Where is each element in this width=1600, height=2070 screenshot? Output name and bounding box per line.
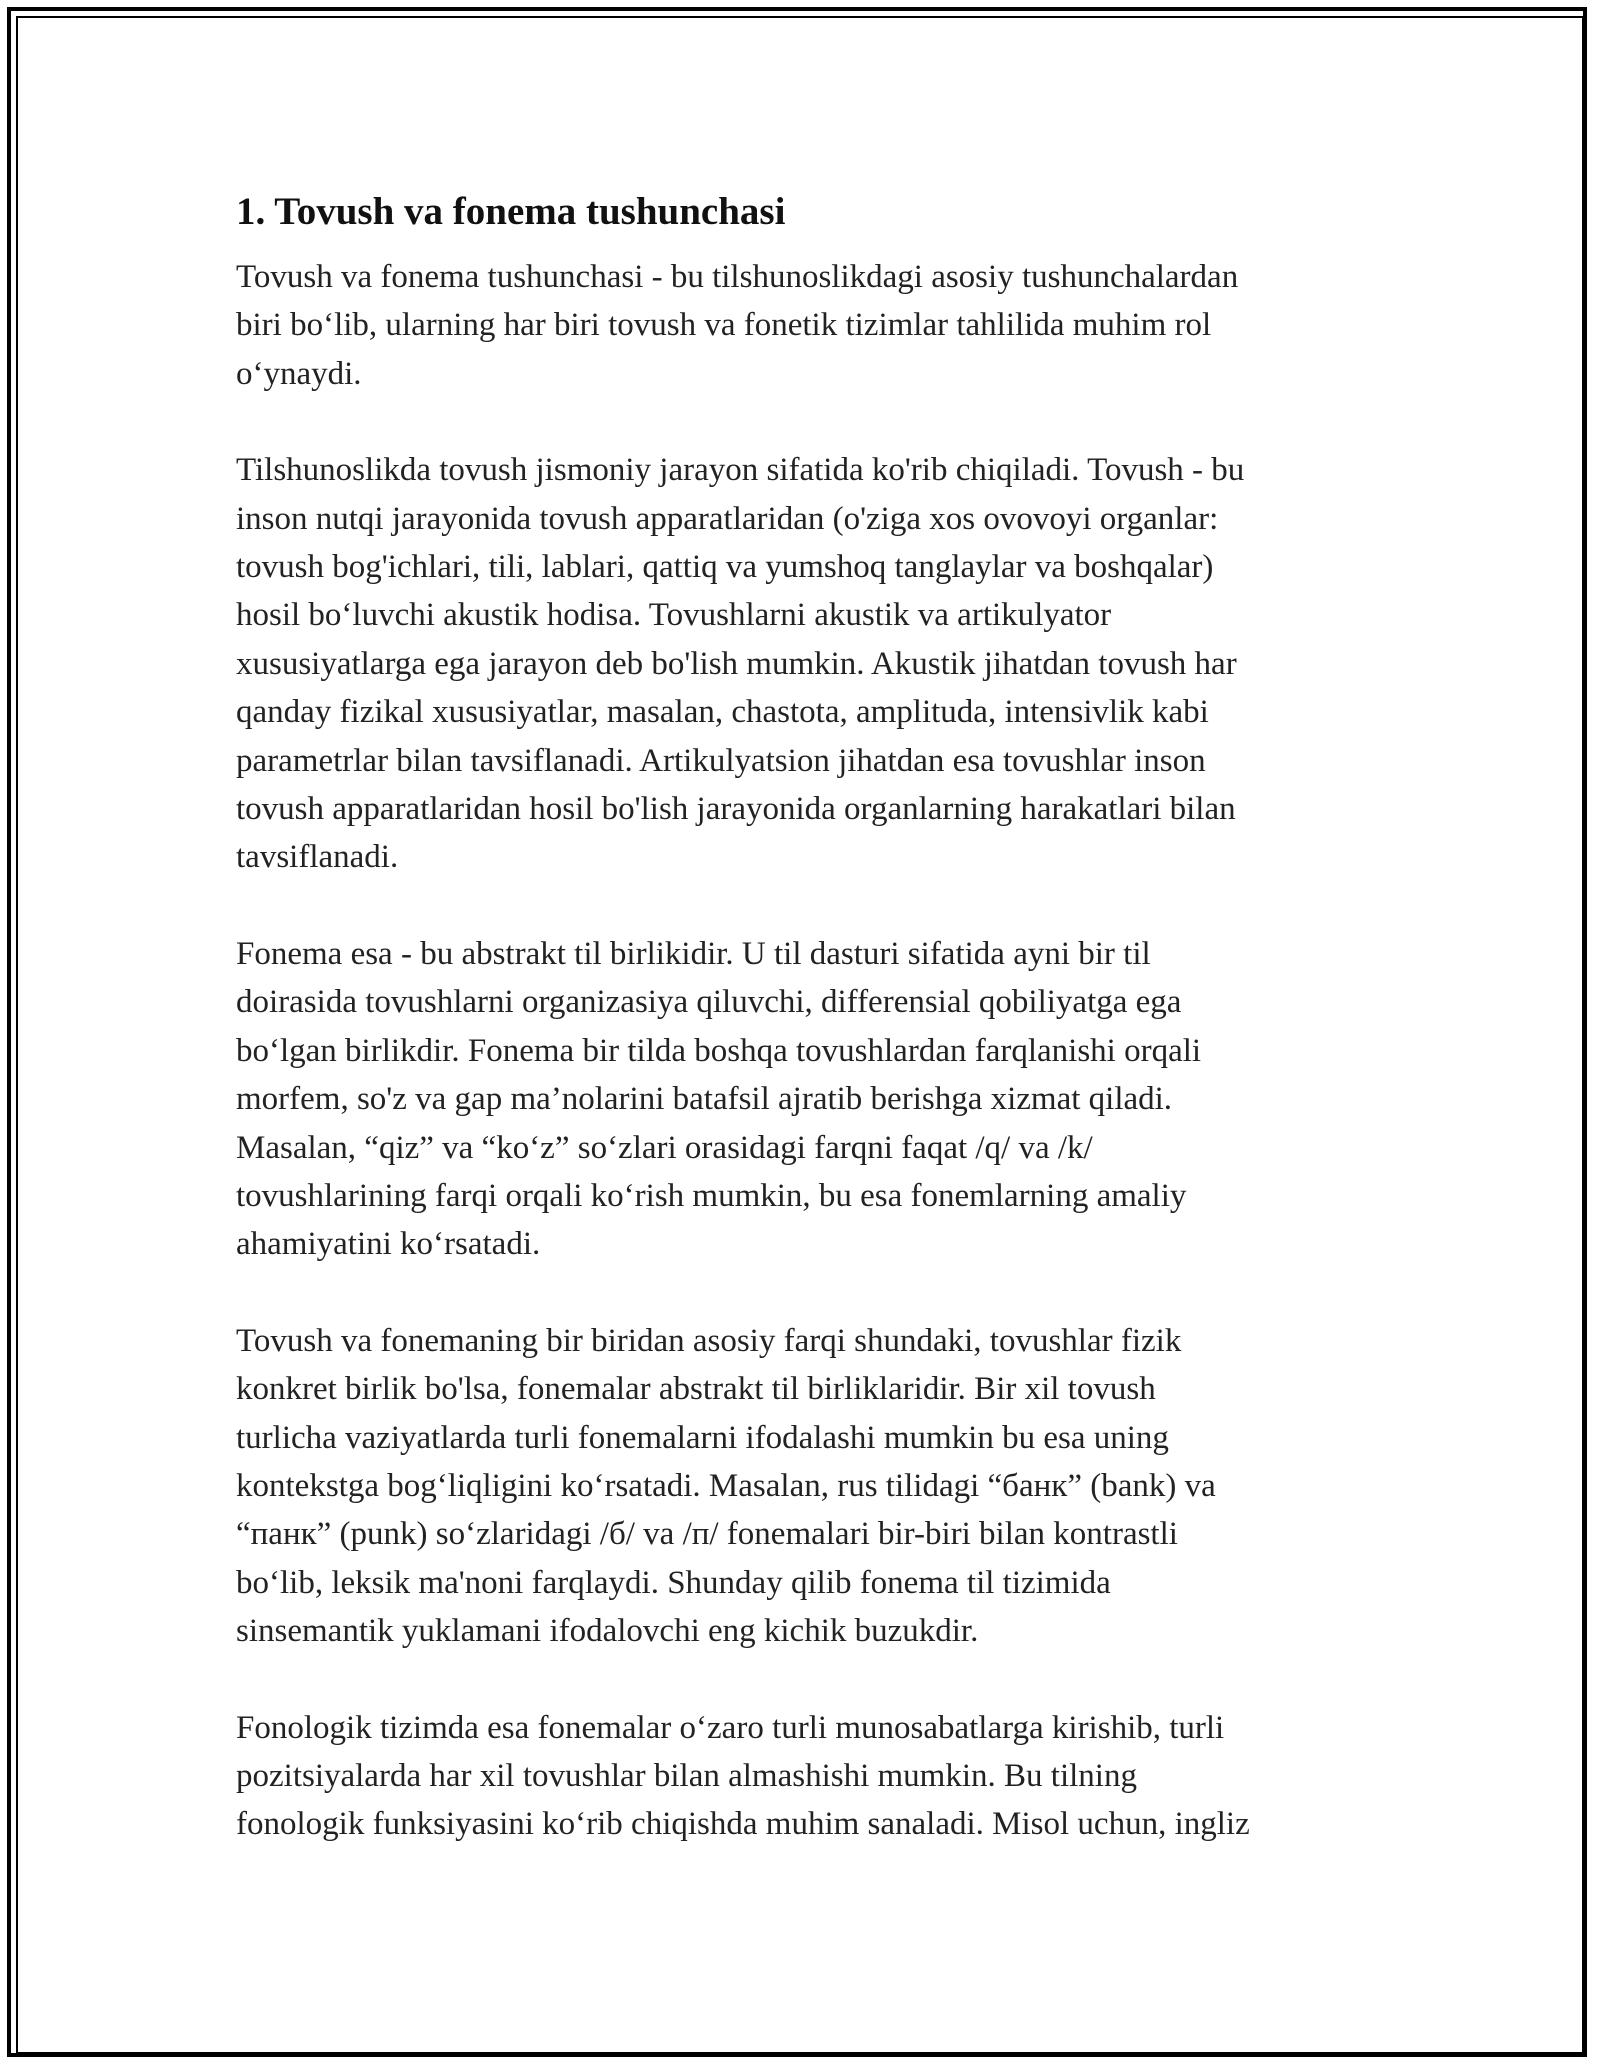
document-page xyxy=(236,186,1366,1897)
paragraph-line: turlicha vaziyatlarda turli fonemalarni ifodalashi mumkin bu esa uning xyxy=(236,1419,1169,1456)
paragraph-line: Tovush va fonemaning bir biridan asosiy farqi shundaki, tovushlar fizik xyxy=(236,1322,1182,1359)
paragraph-line: bo‘lgan birlikdir. Fonema bir tilda boshqa tovushlardan farqlanishi orqali xyxy=(236,1032,1202,1069)
paragraph-line: bo‘lib, leksik ma'noni farqlaydi. Shunday qilib fonema til tizimida xyxy=(236,1564,1111,1601)
paragraph-line: parametrlar bilan tavsiflanadi. Artikulyatsion jihatdan esa tovushlar inson xyxy=(236,742,1206,779)
paragraph-line: biri bo‘lib, ularning har biri tovush va fonetik tizimlar tahlilida muhim rol xyxy=(236,307,1212,344)
document-body xyxy=(236,253,1366,1849)
paragraph-line: o‘ynaydi. xyxy=(236,355,362,392)
paragraph-line: pozitsiyalarda har xil tovushlar bilan almashishi mumkin. Bu tilning xyxy=(236,1757,1137,1794)
paragraph-line: hosil bo‘luvchi akustik hodisa. Tovushlarni akustik va artikulyator xyxy=(236,597,1112,634)
paragraph-line: kontekstga bog‘liqligini ko‘rsatadi. Masalan, rus tilidagi “банк” (bank) va xyxy=(236,1467,1216,1504)
paragraph-line: sinsemantik yuklamani ifodalovchi eng kichik buzukdir. xyxy=(236,1613,979,1650)
paragraph-line: Tilshunoslikda tovush jismoniy jarayon sifatida ko'rib chiqiladi. Tovush - bu xyxy=(236,452,1245,489)
paragraph-line: tovush apparatlaridan hosil bo'lish jarayonida organlarning harakatlari bilan xyxy=(236,791,1236,828)
paragraph xyxy=(236,446,1366,882)
paragraph-line: Tovush va fonema tushunchasi - bu tilshunoslikdagi asosiy tushunchalardan xyxy=(236,259,1239,295)
paragraph-line: xususiyatlarga ega jarayon deb bo'lish mumkin. Akustik jihatdan tovush har xyxy=(236,645,1237,682)
paragraph-line: Fonologik tizimda esa fonemalar o‘zaro turli munosabatlarga kirishib, turli xyxy=(236,1709,1225,1746)
paragraph-line: tovushlarining farqi orqali ko‘rish mumkin, bu esa fonemlarning amaliy xyxy=(236,1177,1187,1214)
paragraph-line: doirasida tovushlarni organizasiya qiluvchi, differensial qobiliyatga ega xyxy=(236,984,1182,1021)
paragraph xyxy=(236,1317,1366,1656)
paragraph-line: Fonema esa - bu abstrakt til birlikidir. U til dasturi sifatida ayni bir til xyxy=(236,935,1151,972)
paragraph xyxy=(236,930,1366,1269)
paragraph-line: tovush bog'ichlari, tili, lablari, qattiq va yumshoq tanglaylar va boshqalar) xyxy=(236,549,1214,586)
paragraph xyxy=(236,253,1366,398)
paragraph-line: Masalan, “qiz” va “ko‘z” so‘zlari orasidagi farqni faqat /q/ va /k/ xyxy=(236,1129,1093,1166)
paragraph-line: ahamiyatini ko‘rsatadi. xyxy=(236,1226,541,1263)
paragraph-line: morfem, so'z va gap ma’nolarini batafsil ajratib berishga xizmat qiladi. xyxy=(236,1081,1173,1118)
paragraph xyxy=(236,1704,1366,1849)
paragraph-line: “панк” (punk) so‘zlaridagi /б/ va /п/ fonemalari bir-biri bilan kontrastli xyxy=(236,1516,1178,1553)
paragraph-line: qanday fizikal xususiyatlar, masalan, chastota, amplituda, intensivlik kabi xyxy=(236,694,1209,731)
paragraph-line: konkret birlik bo'lsa, fonemalar abstrakt til birliklaridir. Bir xil tovush xyxy=(236,1371,1156,1408)
paragraph-line: inson nutqi jarayonida tovush apparatlaridan (o'ziga xos ovovoyi organlar: xyxy=(236,500,1219,537)
section-heading: 1. Tovush va fonema tushunchasi xyxy=(236,190,786,233)
paragraph-line: fonologik funksiyasini ko‘rib chiqishda muhim sanaladi. Misol uchun, ingliz xyxy=(236,1806,1250,1843)
paragraph-line: tavsiflanadi. xyxy=(236,839,399,876)
